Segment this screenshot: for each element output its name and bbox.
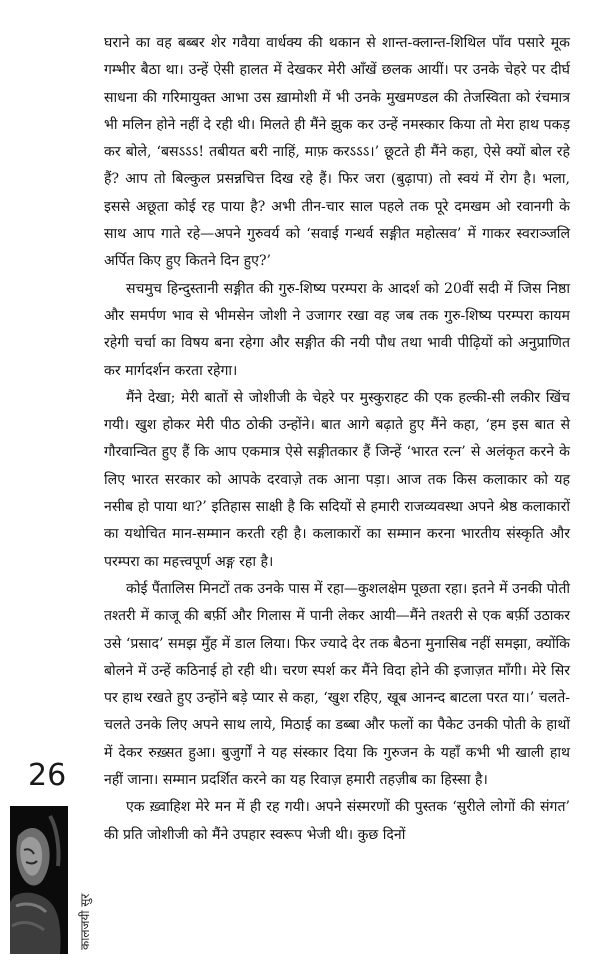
portrait-photo-graphic <box>10 806 68 954</box>
side-book-title <box>68 820 98 950</box>
paragraph-1: घराने का वह बब्बर शेर गवैया वार्धक्य की थकान से शान्त-क्लान्त-शिथिल पाँव पसारे मूक गम्भीर बैठा था। उन्हें ऐसी हालत में देखकर मेरी आँखें छलक आयीं। पर उनके चेहरे पर दीर्घ साधना की गरिमायुक्त आभा उस ख़ामोशी में भी उनके मुखमण्डल की तेजस्विता को रंचमात्र भी मलिन होने नहीं दे रही थी। मिलते ही मैंने झुक कर उन्हें नमस्कार किया तो मेरा हाथ पकड़ कर बोले, ‘बसऽऽऽ! तबीयत बरी नाहिं, माफ़ करऽऽऽ।’ छूटते ही मैंने कहा, ऐसे क्यों बोल रहे हैं? आप तो बिल्कुल प्रसन्नचित्त दिख रहे हैं। फिर जरा (बुढ़ापा) तो स्वयं में रोग है। भला, इससे अछूता कोई रह पाया है? अभी तीन-चार साल पहले तक पूरे दमखम ओ रवानगी के साथ आप गाते रहे—अपने गुरुवर्य को ‘सवाई गन्धर्व सङ्गीत महोत्सव’ में गाकर स्वराञ्जलि अर्पित किए हुए कितने दिन हुए?’ <box>104 35 570 270</box>
paragraph-5: एक ख़्वाहिश मेरे मन में ही रह गयी। अपने संस्मरणों की पुस्तक ‘सुरीले लोगों की संगत’ की प्रति जोशीजी को मैंने उपहार स्वरूप भेजी थी। कुछ दिनों <box>104 799 570 843</box>
portrait-photo <box>10 806 68 954</box>
paragraph-4: कोई पैंतालिस मिनटों तक उनके पास में रहा—कुशलक्षेम पूछता रहा। इतने में उनकी पोती तश्तरी में काजू की बर्फ़ी और गिलास में पानी लेकर आयी—मैंने तश्तरी से एक बर्फ़ी उठाकर उसे ‘प्रसाद’ समझ मुँह में डाल लिया। फिर ज्यादे देर तक बैठना मुनासिब नहीं समझा, क्योंकि बोलने में उन्हें कठिनाई हो रही थी। चरण स्पर्श कर मैंने विदा होने की इजाज़त माँगी। मेरे सिर पर हाथ रखते हुए उन्होंने बड़े प्यार से कहा, ‘खुश रहिए, खूब आनन्द बाटला परत या।’ चलते-चलते उनके लिए अपने साथ लाये, मिठाई का डब्बा और फलों का पैकेट उनकी पोती के हाथों में देकर रुख़्सत हुआ। बुजुर्गों ने यह संस्कार दिया कि गुरुजन के यहाँ कभी भी खाली हाथ नहीं जाना। सम्मान प्रदर्शित करने का यह रिवाज़ हमारी तहज़ीब का हिस्सा है। <box>104 580 570 789</box>
page-number: 26 <box>28 758 67 793</box>
body-text <box>104 30 570 849</box>
side-book-title-text: कालजयी सुर <box>78 893 92 950</box>
paragraph-3: मैंने देखा; मेरी बातों से जोशीजी के चेहरे पर मुस्कुराहट की एक हल्की-सी लकीर खिंच गयी। खुश होकर मेरी पीठ ठोकी उन्होंने। बात आगे बढ़ाते हुए मैंने कहा, ‘हम इस बात से गौरवान्वित हुए हैं कि आप एकमात्र ऐसे सङ्गीतकार हैं जिन्हें ‘भारत रत्न’ से अलंकृत करने के लिए भारत सरकार को आपके दरवाज़े तक आना पड़ा। आज तक किस कलाकार को यह नसीब हो पाया था?’ इतिहास साक्षी है कि सदियों से हमारी राजव्यवस्था अपने श्रेष्ठ कलाकारों का यथोचित मान-सम्मान करती रही है। कलाकारों का सम्मान करना भारतीय संस्कृति और परम्परा का महत्त्वपूर्ण अङ्ग रहा है। <box>104 389 570 570</box>
paragraph-2: सचमुच हिन्दुस्तानी सङ्गीत की गुरु-शिष्य परम्परा के आदर्श को 20वीं सदी में जिस निष्ठा और समर्पण भाव से भीमसेन जोशी ने उजागर रखा वह जब तक गुरु-शिष्य परम्परा कायम रहेगी चर्चा का विषय बना रहेगा और सङ्गीत की नयी पौध तथा भावी पीढ़ियों को अनुप्राणित कर मार्गदर्शन करता रहेगा। <box>104 280 570 379</box>
